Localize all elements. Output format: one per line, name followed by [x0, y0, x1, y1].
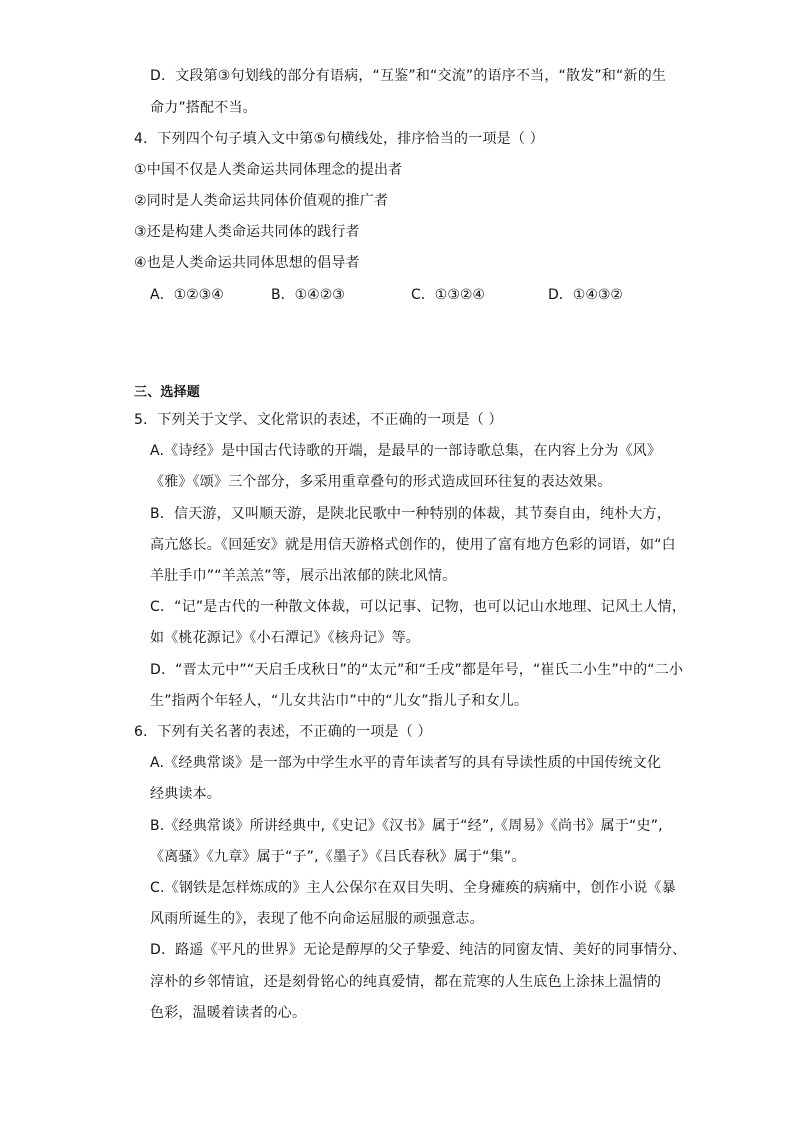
q6-option-a-line1: A.《经典常谈》是一部为中学生水平的青年读者写的具有导读性质的中国传统文化 — [150, 755, 662, 771]
q5-option-a-line2: 《雅》《颂》三个部分，多采用重章叠句的形式造成回环往复的表达效果。 — [150, 474, 612, 490]
q4-stem: 4．下列四个句子填入文中第⑤句横线处，排序恰当的一项是（ ） — [134, 131, 544, 147]
q4-option-c: C．①③②④ — [411, 287, 485, 303]
q4-sentence-2: ②同时是人类命运共同体价值观的推广者 — [134, 193, 389, 209]
q3-option-d-line2: 命力”搭配不当。 — [150, 100, 257, 116]
q5-option-b-line3: 羊肚手巾”“羊羔羔”等，展示出浓郁的陕北风情。 — [150, 568, 457, 584]
q4-sentence-3: ③还是构建人类命运共同体的践行者 — [134, 224, 360, 240]
q6-option-c-line2: 风雨所诞生的》，表现了他不向命运屈服的顽强意志。 — [150, 911, 484, 927]
q5-stem: 5．下列关于文学、文化常识的表述，不正确的一项是（ ） — [134, 412, 503, 428]
q6-option-b-line1: B.《经典常谈》所讲经典中,《史记》《汉书》属于“经”,《周易》《尚书》属于“史”, — [150, 818, 663, 834]
q4-sentence-1: ①中国不仅是人类命运共同体理念的提出者 — [134, 162, 403, 178]
q6-option-c-line1: C.《钢铁是怎样炼成的》主人公保尔在双目失明、全身瘫痪的病痛中，创作小说《暴 — [150, 880, 676, 896]
q5-option-c-line2: 如《桃花源记》《小石潭记》《核舟记》等。 — [150, 630, 420, 646]
q6-option-a-line2: 经典读本。 — [150, 786, 221, 802]
q4-option-b: B．①④②③ — [271, 287, 345, 303]
q4-option-a: A．①②③④ — [150, 287, 224, 303]
q5-option-c-line1: C．“记”是古代的一种散文体裁，可以记事、记物，也可以记山水地理、记风土人情， — [150, 599, 687, 615]
q5-option-d-line2: 生”指两个年轻人，“儿女共沾巾”中的“儿女”指儿子和女儿。 — [150, 693, 529, 709]
q6-option-d-line2: 淳朴的乡邻情谊，还是刻骨铭心的纯真爱情，都在荒寒的人生底色上涂抹上温情的 — [150, 974, 662, 990]
q5-option-a-line1: A.《诗经》是中国古代诗歌的开端，是最早的一部诗歌总集，在内容上分为《风》 — [150, 443, 662, 459]
q5-option-d-line1: D．“晋太元中”“天启壬戌秋日”的“太元”和“壬戌”都是年号，“崔氏二小生”中的“二小 — [150, 662, 684, 678]
section-title: 三、选择题 — [134, 385, 201, 400]
q3-option-d-line1: D．文段第③句划线的部分有语病，“互鉴”和“交流”的语序不当，“散发”和“新的生 — [150, 68, 667, 84]
q6-stem: 6．下列有关名著的表述，不正确的一项是（ ） — [134, 724, 432, 740]
q6-option-b-line2: 《离骚》《九章》属于“子”,《墨子》《吕氏春秋》属于“集”。 — [150, 849, 526, 865]
q4-option-d: D．①④③② — [548, 287, 623, 303]
q6-option-d-line1: D．路遥《平凡的世界》无论是醇厚的父子挚爱、纯洁的同窗友情、美好的同事情分、 — [150, 942, 687, 958]
q5-option-b-line1: B．信天游，又叫顺天游，是陕北民歌中一种特别的体裁，其节奏自由，纯朴大方， — [150, 506, 672, 522]
q6-option-d-line3: 色彩，温暖着读者的心。 — [150, 1005, 307, 1021]
q4-sentence-4: ④也是人类命运共同体思想的倡导者 — [134, 255, 360, 271]
q5-option-b-line2: 高亢悠长。《回延安》就是用信天游格式创作的，使用了富有地方色彩的词语，如“白 — [150, 537, 676, 553]
